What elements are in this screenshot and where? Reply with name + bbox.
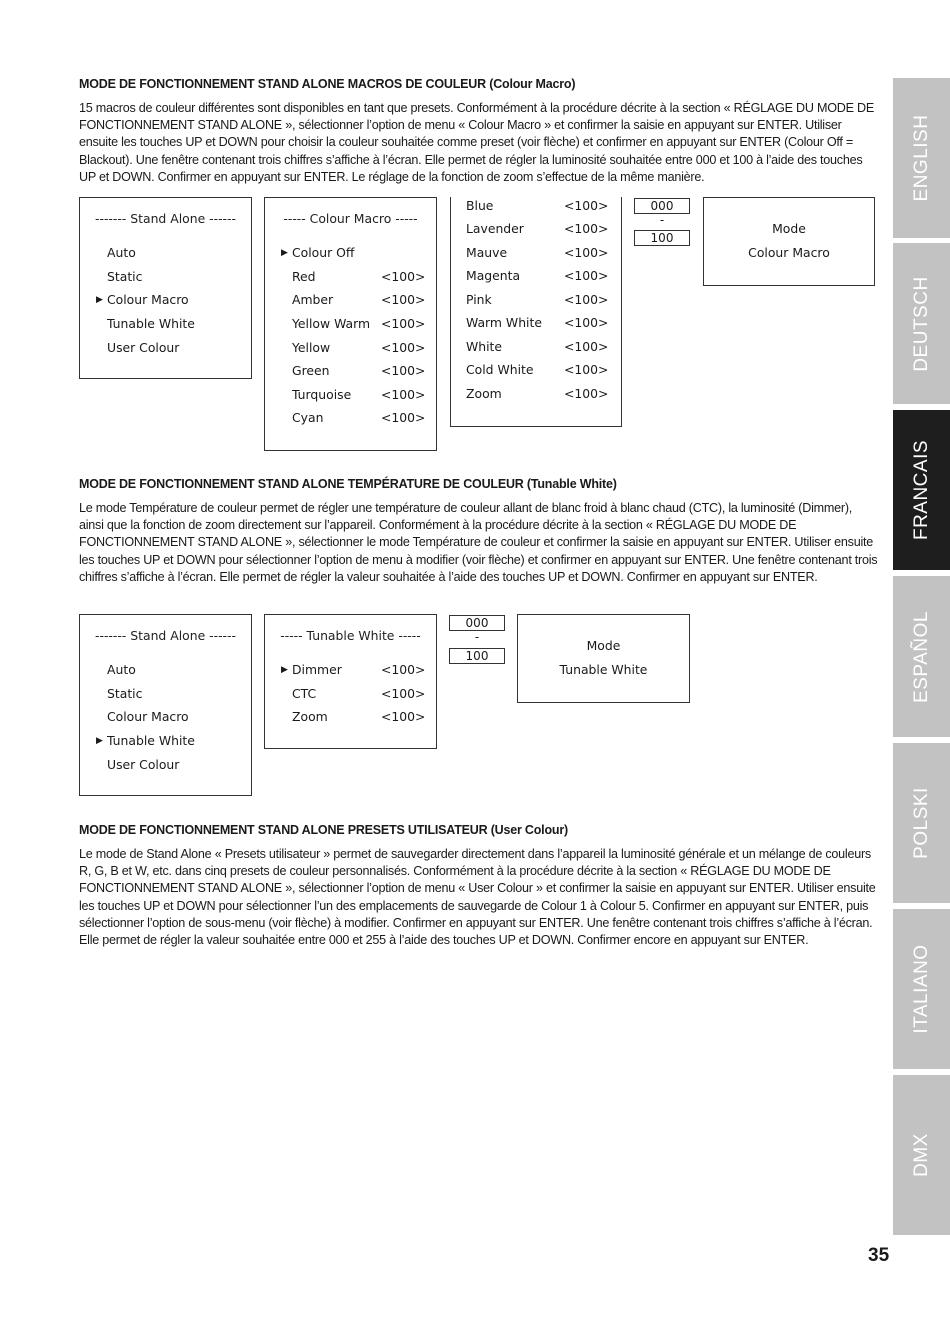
standalone-menu-box [79, 197, 252, 379]
menu-item [451, 267, 621, 285]
mode-label: Mode [586, 638, 621, 653]
menu-item [451, 385, 621, 403]
menu-item-label: Amber [292, 292, 334, 307]
menu-item-label: Magenta [466, 268, 521, 283]
colour-macro-menu-box [264, 197, 437, 451]
menu-item-label: User Colour [107, 757, 180, 772]
menu-item-label: Pink [466, 292, 492, 307]
menu-item-selected [80, 291, 251, 309]
tab-label: DMX [910, 1133, 932, 1177]
selection-arrow-icon: ▶ [96, 736, 103, 746]
tab-polski[interactable] [893, 743, 950, 903]
menu-item [451, 197, 621, 215]
standalone-menu-box [79, 614, 252, 796]
menu-item-label: Static [107, 686, 143, 701]
menu-item [265, 268, 436, 286]
menu-item-label: Dimmer [292, 662, 342, 677]
menu-item-label: Green [292, 363, 330, 378]
menu-item-label: Turquoise [292, 387, 352, 402]
menu-item [265, 386, 436, 404]
mode-display-box [703, 197, 875, 286]
value-window-top: 000 [634, 198, 690, 214]
section-title-user-colour: MODE DE FONCTIONNEMENT STAND ALONE PRESETS UTILISATEUR (User Colour) [79, 823, 568, 837]
menu-header: ----- Tunable White ----- [280, 628, 421, 643]
value-window-bottom: 100 [449, 648, 505, 664]
value-window-dash: - [474, 630, 480, 644]
menu-item-label: Auto [107, 245, 136, 260]
menu-item [265, 339, 436, 357]
menu-item-label: Tunable White [107, 316, 195, 331]
menu-item [265, 708, 436, 726]
menu-item [80, 708, 251, 726]
menu-header: ------- Stand Alone ------ [95, 211, 236, 226]
tab-label: ITALIANO [910, 944, 932, 1034]
menu-item-label: Mauve [466, 245, 508, 260]
menu-item-label: Static [107, 269, 143, 284]
menu-item [80, 685, 251, 703]
menu-header: ----- Colour Macro ----- [283, 211, 418, 226]
tab-francais[interactable] [893, 410, 950, 570]
menu-item-label: Red [292, 269, 316, 284]
tab-label: POLSKI [910, 787, 932, 859]
menu-item [80, 756, 251, 774]
menu-header: ------- Stand Alone ------ [95, 628, 236, 643]
menu-item-label: Auto [107, 662, 136, 677]
menu-item-label: User Colour [107, 340, 180, 355]
mode-label: Mode [772, 221, 806, 236]
menu-item-value: <100> [564, 268, 609, 283]
menu-item-label: White [466, 339, 503, 354]
paragraph-user-colour: Le mode de Stand Alone « Presets utilisateur » permet de sauvegarder directement dans l’appareil la luminosité générale et un mélange de couleurs R, G, B et W, etc. dans cinq presets de couleur personnalisés. Conformément à la procédure décrite à la section « RÉGLAGE DU MODE DE FONCTIONNEMENT STAND ALONE », sélectionner l’option de menu « User Colour » et confirmer la saisie en appuyant sur ENTER. Utiliser ensuite les touches UP et DOWN pour sélectionner l’un des emplacements de sauvegarde de Colour 1 à Colour 5. Confirmer en appuyant sur ENTER, puis sélectionner l’option de sous-menu (voir flèche) à modifier. Confirmer en appuyant sur ENTER. Une fenêtre contenant trois chiffres s’affiche à l’écran. Elle permet de régler la valeur souhaitée entre 000 et 255 à l’aide des touches UP et DOWN. Confirmer encore en appuyant sur ENTER. [79, 847, 876, 948]
menu-item-label: Yellow [292, 340, 331, 355]
menu-item [265, 291, 436, 309]
menu-item-value: <100> [564, 292, 609, 307]
menu-item-label: Colour Off [292, 245, 355, 260]
menu-item [80, 315, 251, 333]
menu-item-label: Blue [466, 198, 494, 213]
tab-label: FRANCAIS [910, 439, 932, 541]
menu-item-value: <100> [381, 410, 426, 425]
menu-item-label: Lavender [466, 221, 524, 236]
menu-item [265, 362, 436, 380]
menu-item-label: Zoom [466, 386, 502, 401]
menu-item-label: Cyan [292, 410, 324, 425]
menu-item-label: Yellow Warm [292, 316, 371, 331]
tab-italiano[interactable] [893, 909, 950, 1069]
menu-item-value: <100> [381, 292, 426, 307]
menu-item-value: <100> [564, 339, 609, 354]
menu-item-selected [80, 732, 251, 750]
colour-list-box [450, 197, 622, 427]
menu-item-value: <100> [564, 198, 609, 213]
menu-item-label: Colour Macro [107, 709, 189, 724]
menu-item [265, 685, 436, 703]
value-window-bottom: 100 [634, 230, 690, 246]
mode-value: Colour Macro [748, 245, 830, 260]
menu-item [80, 339, 251, 357]
selection-arrow-icon: ▶ [281, 665, 288, 675]
menu-item-value: <100> [564, 315, 609, 330]
menu-item [451, 338, 621, 356]
menu-item [265, 315, 436, 333]
tab-espanol[interactable] [893, 576, 950, 737]
mode-value: Tunable White [559, 662, 648, 677]
paragraph-tunable-white: Le mode Température de couleur permet de régler une température de couleur allant de blanc froid à blanc chaud (CTC), la luminosité (Dimmer), ainsi que la fonction de zoom directement sur l’appareil. Conformément à la procédure décrite à la section « RÉGLAGE DU MODE DE FONCTIONNEMENT STAND ALONE », sélectionner le mode Température de couleur et confirmer la saisie en appuyant sur ENTER. Utiliser ensuite les touches UP et DOWN pour sélectionner l’option de menu à modifier (voir flèche) et confirmer en appuyant sur ENTER. Une fenêtre contenant trois chiffres s’affiche à l’écran. Elle permet de régler la valeur souhaitée à l’aide des touches UP et DOWN. Confirmer en appuyant sur ENTER. [79, 501, 878, 584]
tab-english[interactable] [893, 78, 950, 238]
selection-arrow-icon: ▶ [281, 248, 288, 258]
menu-item [451, 314, 621, 332]
menu-item-label: CTC [292, 686, 317, 701]
section-title-colour-macro: MODE DE FONCTIONNEMENT STAND ALONE MACROS DE COULEUR (Colour Macro) [79, 77, 576, 91]
menu-item-value: <100> [381, 387, 426, 402]
menu-item-selected [265, 661, 436, 679]
tab-label: ENGLISH [910, 114, 932, 202]
tunable-white-menu-box [264, 614, 437, 749]
menu-item-label: Colour Macro [107, 292, 189, 307]
menu-item [451, 291, 621, 309]
section-title-tunable-white: MODE DE FONCTIONNEMENT STAND ALONE TEMPÉRATURE DE COULEUR (Tunable White) [79, 477, 617, 491]
menu-item-value: <100> [381, 363, 426, 378]
menu-item [80, 244, 251, 262]
menu-item [80, 661, 251, 679]
menu-item [451, 220, 621, 238]
menu-item-value: <100> [381, 269, 426, 284]
tab-label: DEUTSCH [910, 275, 932, 372]
mode-display-box [517, 614, 690, 703]
selection-arrow-icon: ▶ [96, 295, 103, 305]
menu-item-label: Cold White [466, 362, 534, 377]
menu-item [451, 361, 621, 379]
menu-item-value: <100> [381, 709, 426, 724]
menu-item [451, 244, 621, 262]
menu-item-value: <100> [564, 245, 609, 260]
menu-item-label: Zoom [292, 709, 328, 724]
menu-item-label: Warm White [466, 315, 542, 330]
tab-deutsch[interactable] [893, 243, 950, 404]
value-window-top: 000 [449, 615, 505, 631]
menu-item-value: <100> [564, 362, 609, 377]
menu-item [265, 409, 436, 427]
menu-item-value: <100> [564, 221, 609, 236]
menu-item-selected [265, 244, 436, 262]
value-window-dash: - [659, 213, 665, 227]
menu-item-value: <100> [381, 662, 426, 677]
menu-item-value: <100> [381, 686, 426, 701]
menu-item-label: Tunable White [107, 733, 195, 748]
menu-item-value: <100> [381, 316, 426, 331]
page-number: 35 [868, 1245, 890, 1266]
tab-dmx[interactable] [893, 1075, 950, 1235]
menu-item [80, 268, 251, 286]
paragraph-colour-macro: 15 macros de couleur différentes sont disponibles en tant que presets. Conformément à la procédure décrite à la section « RÉGLAGE DU MODE DE FONCTIONNEMENT STAND ALONE », sélectionner l’option de menu « Colour Macro » et confirmer la saisie en appuyant sur ENTER. Utiliser ensuite les touches UP et DOWN pour choisir la couleur souhaitée comme preset (voir flèche) et confirmer en appuyant sur ENTER (Colour Off = Blackout). Une fenêtre contenant trois chiffres s’affiche à l’écran. Elle permet de régler la luminosité souhaitée entre 000 et 100 à l’aide des touches UP et DOWN. Confirmer en appuyant sur ENTER. Le réglage de la fonction de zoom s’effectue de la même manière. [79, 101, 874, 184]
menu-item-value: <100> [564, 386, 609, 401]
menu-item-value: <100> [381, 340, 426, 355]
tab-label: ESPAÑOL [910, 610, 932, 703]
